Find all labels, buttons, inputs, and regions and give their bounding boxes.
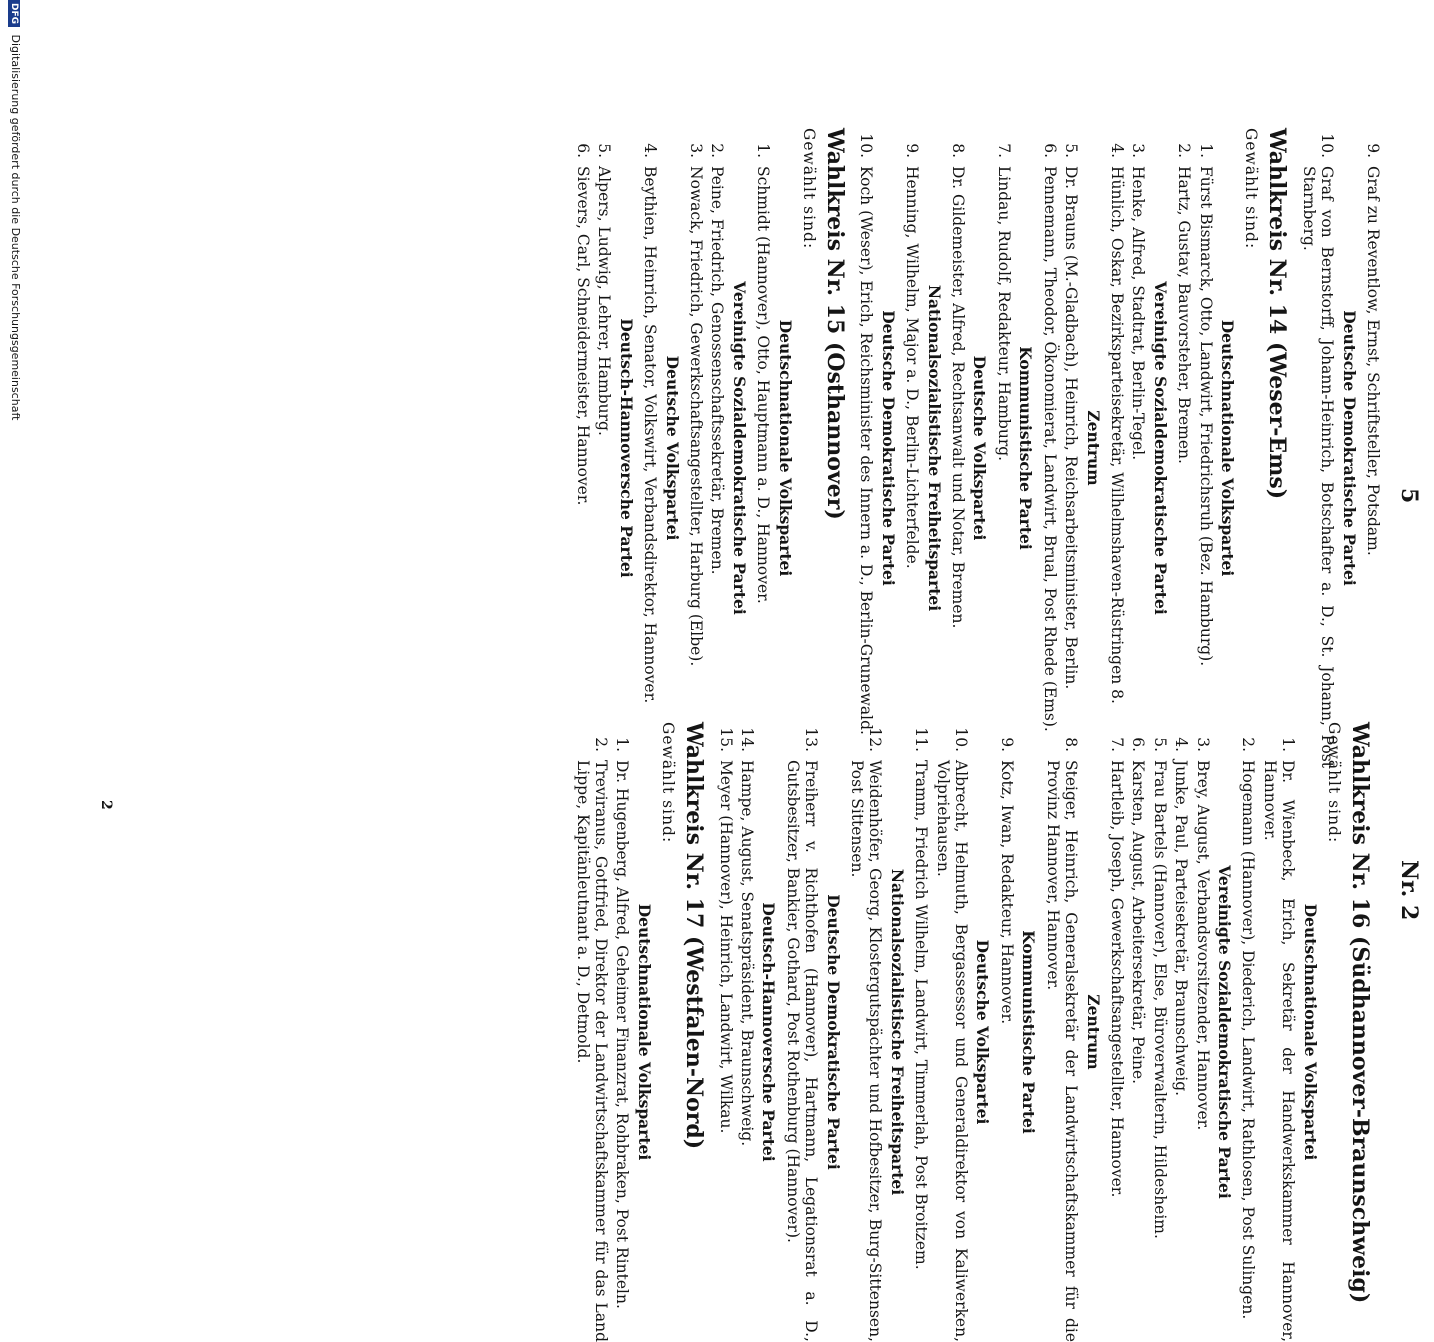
entry-text: Freiherr v. Richthofen (Hannover), Hartmann, Legationsrat a. D., Gutsbesitzer, Bankier, Gothard, Post Rothenburg (Hannover). <box>783 760 821 1342</box>
entry-number: 5. <box>595 143 614 158</box>
party-heading: Nationalsozialistische Freiheitspartei <box>887 868 907 1196</box>
candidate-entry <box>949 128 967 768</box>
entry-text: Steiger, Heinrich, Generalsekretär der Landwirtschaftskammer für die Provinz Hannover, Hannover. <box>1043 760 1081 1342</box>
party-heading: Deutschnationale Volkspartei <box>1300 903 1320 1161</box>
right-column <box>570 722 1382 1342</box>
wahlkreis-heading: Wahlkreis Nr. 16 (Südhannover-Braunschweig) <box>1347 722 1373 1304</box>
entry-text: Sievers, Carl, Schneidermeister, Hannover. <box>574 166 592 506</box>
entry-number: 1. <box>1196 143 1215 158</box>
candidate-entry <box>1062 128 1080 768</box>
party-heading: Zentrum <box>1083 994 1103 1070</box>
entry-number: 9. <box>903 143 922 158</box>
candidate-entry <box>641 128 659 768</box>
entry-text: Brey, August, Verbandsvorsitzender, Hannover. <box>1193 760 1212 1131</box>
candidate-entry <box>912 722 930 1342</box>
entry-number: 1. <box>754 143 773 158</box>
entry-number: 4. <box>1107 143 1126 158</box>
entry-number: 15. <box>716 727 735 752</box>
candidate-entry <box>573 722 610 1342</box>
entry-text: Dr. Gildemeister, Alfred, Rechtsanwalt und Notar, Bremen. <box>949 166 968 629</box>
party-heading: Nationalsozialistische Freiheitspartei <box>924 284 944 612</box>
entry-number: 9. <box>997 737 1016 752</box>
wahlkreis-heading: Wahlkreis Nr. 14 (Weser-Ems) <box>1264 128 1291 500</box>
left-column <box>571 128 1382 768</box>
entry-text: Henning, Wilhelm, Major a. D., Berlin-Lichterfelde. <box>903 166 922 569</box>
candidate-entry <box>1040 128 1058 768</box>
entry-number: 4. <box>1172 737 1191 752</box>
party-heading: Deutsch-Hannoversche Partei <box>616 318 636 578</box>
party-heading: Vereinigte Sozialdemokratische Partei <box>1150 281 1170 615</box>
entry-number: 7. <box>994 143 1013 158</box>
candidate-entry <box>998 722 1016 1342</box>
entry-number: 3. <box>1129 143 1148 158</box>
candidate-entry <box>754 128 772 768</box>
entry-text: Hartleib, Joseph, Gewerkschaftsangestellter, Hannover. <box>1107 760 1126 1198</box>
elected-label: Gewählt sind: <box>1242 128 1261 250</box>
entry-text: Weidenhöfer, Georg, Klostergutspächter und Hofbesitzer, Burg-Sittensen, Post Sittensen. <box>848 760 885 1342</box>
candidate-entry <box>1108 128 1126 768</box>
candidate-entry <box>1172 722 1190 1342</box>
entry-text: Hünlich, Oskar, Bezirksparteisekretär, Wilhelmshaven-Rüstringen 8. <box>1107 166 1126 704</box>
entry-text: Alpers, Ludwig, Lehrer, Hamburg. <box>595 166 614 436</box>
issue-number: Nr. 2 <box>1396 860 1422 921</box>
entry-number: 3. <box>687 143 706 158</box>
elected-label: Gewählt sind: <box>659 722 678 844</box>
entry-number: 6. <box>574 143 592 158</box>
entry-text: Hogemann (Hannover), Diederich, Landwirt, Rathlosen, Post Sulingen. <box>1239 760 1258 1320</box>
candidate-entry <box>1129 128 1147 768</box>
candidate-entry <box>1299 128 1336 768</box>
wahlkreis-heading: Wahlkreis Nr. 17 (Westfalen-Nord) <box>681 722 708 1150</box>
entry-number: 11. <box>912 727 931 752</box>
entry-number: 2. <box>1175 143 1194 158</box>
bottom-page-mark: 2 <box>98 800 114 810</box>
candidate-entry <box>687 128 705 768</box>
entry-text: Fürst Bismarck, Otto, Landwirt, Friedrichsruh (Bez. Hamburg). <box>1196 166 1215 667</box>
entry-number: 8. <box>949 143 968 158</box>
candidate-entry <box>903 128 921 768</box>
entry-text: Hampe, August, Senatspräsident, Braunschweig. <box>738 760 757 1147</box>
entry-text: Kotz, Iwan, Redakteur, Hannover. <box>997 760 1016 1025</box>
party-heading: Zentrum <box>1083 410 1103 486</box>
candidate-entry <box>933 722 970 1342</box>
candidate-entry <box>613 722 631 1342</box>
digitization-footer <box>8 0 22 1000</box>
candidate-entry <box>848 722 885 1342</box>
elected-label: Gewählt sind: <box>800 128 819 250</box>
entry-number: 2. <box>1239 737 1258 752</box>
party-heading: Kommunistische Partei <box>1016 346 1036 550</box>
party-heading: Vereinigte Sozialdemokratische Partei <box>729 281 749 615</box>
candidate-entry <box>738 722 756 1342</box>
entry-number: 9. <box>1364 143 1382 158</box>
candidate-entry <box>1108 722 1126 1342</box>
entry-number: 6. <box>1129 737 1148 752</box>
entry-number: 10. <box>1318 133 1337 158</box>
entry-number: 12. <box>866 727 885 752</box>
entry-number: 7. <box>1107 737 1126 752</box>
entry-number: 10. <box>952 727 971 752</box>
entry-number: 3. <box>1193 737 1212 752</box>
entry-number: 14. <box>738 727 757 752</box>
entry-text: Albrecht, Helmuth, Bergassessor und Generaldirektor von Kaliwerken, Volpriehausen. <box>933 760 971 1342</box>
candidate-entry <box>1239 722 1257 1342</box>
candidate-entry <box>1196 128 1214 768</box>
candidate-entry <box>708 128 726 768</box>
entry-number: 1. <box>613 737 632 752</box>
entry-text: Peine, Friedrich, Genossenschaftssekretär, Bremen. <box>708 166 727 575</box>
page-number: 5 <box>1396 488 1422 504</box>
entry-number: 2. <box>708 143 727 158</box>
party-heading: Deutschnationale Volkspartei <box>1217 319 1237 577</box>
entry-text: Graf zu Reventlow, Ernst, Schriftsteller, Potsdam. <box>1364 166 1382 556</box>
elected-label: Gewählt sind: <box>1325 722 1343 844</box>
candidate-entry <box>1260 722 1297 1342</box>
entry-text: Dr. Wienbeck, Erich, Sekretär der Handwerkskammer Hannover, Hannover. <box>1260 760 1298 1342</box>
party-heading: Deutsche Demokratische Partei <box>878 310 898 586</box>
entry-text: Beythien, Heinrich, Senator, Volkswirt, Verbandsdirektor, Hannover. <box>641 166 660 704</box>
entry-number: 10. <box>857 133 876 158</box>
entry-number: 13. <box>802 727 821 752</box>
entry-text: Pennemann, Theodor, Ökonomierat, Landwirt, Brual, Post Rhede (Ems). <box>1040 166 1059 732</box>
entry-number: 8. <box>1062 737 1081 752</box>
entry-text: Meyer (Hannover), Heinrich, Landwirt, Wilkau. <box>716 760 735 1134</box>
entry-text: Koch (Weser), Erich, Reichsminister des Innern a. D., Berlin-Grunewald. <box>857 166 876 735</box>
entry-number: 5. <box>1062 143 1081 158</box>
dfg-logo: DFG <box>8 0 20 27</box>
candidate-entry <box>1364 128 1382 768</box>
entry-text: Nowack, Friedrich, Gewerkschaftsangestellter, Harburg (Elbe). <box>687 166 706 667</box>
candidate-entry <box>595 128 613 768</box>
candidate-entry <box>1150 722 1168 1342</box>
entry-text: Schmidt (Hannover), Otto, Hauptmann a. D., Hannover. <box>754 166 773 604</box>
candidate-entry <box>1175 128 1193 768</box>
candidate-entry <box>783 722 820 1342</box>
candidate-entry <box>1043 722 1080 1342</box>
party-heading: Kommunistische Partei <box>1019 930 1039 1134</box>
party-heading: Deutschnationale Volkspartei <box>634 903 654 1161</box>
party-heading: Deutsche Demokratische Partei <box>823 894 843 1170</box>
party-heading: Vereinigte Sozialdemokratische Partei <box>1214 865 1234 1199</box>
candidate-entry <box>716 722 734 1342</box>
candidate-entry <box>857 128 875 768</box>
entry-text: Karsten, August, Arbeitersekretär, Peine. <box>1129 760 1148 1085</box>
party-heading: Deutsche Demokratische Partei <box>1339 310 1359 586</box>
entry-text: Dr. Hugenberg, Alfred, Geheimer Finanzrat, Rohbraken, Post Rinteln. <box>613 760 632 1309</box>
entry-text: Tramm, Friedrich Wilhelm, Landwirt, Timmerlah, Post Broitzem. <box>912 760 931 1270</box>
party-heading: Deutsche Volkspartei <box>973 939 993 1125</box>
entry-text: Junke, Paul, Parteisekretär, Braunschweig. <box>1172 760 1191 1097</box>
entry-text: Frau Bartels (Hannover), Else, Büroverwalterin, Hildesheim. <box>1150 760 1169 1239</box>
entry-number: 4. <box>641 143 660 158</box>
party-heading: Deutsche Volkspartei <box>662 355 682 541</box>
entry-text: Lindau, Rudolf, Redakteur, Hamburg. <box>994 166 1013 462</box>
entry-text: Dr. Brauns (M.-Gladbach), Heinrich, Reichsarbeitsminister, Berlin. <box>1062 166 1081 690</box>
entry-number: 1. <box>1279 737 1298 752</box>
party-heading: Deutsch-Hannoversche Partei <box>759 902 779 1162</box>
party-heading: Deutsche Volkspartei <box>970 355 990 541</box>
candidate-entry <box>995 128 1013 768</box>
entry-number: 2. <box>592 737 610 752</box>
party-heading: Deutschnationale Volkspartei <box>775 319 795 577</box>
entry-text: Hartz, Gustav, Bauvorsteher, Bremen. <box>1175 166 1194 464</box>
entry-text: Graf von Bernstorff, Johann-Heinrich, Botschafter a. D., St. Johann, Post Starnberg. <box>1299 166 1337 768</box>
entry-text: Treviranus, Gottfried, Direktor der Landwirtschaftskammer für das Land Lippe, Kapitänleutnant a. D., Detmold. <box>573 760 610 1342</box>
footer-text: Digitalisierung gefördert durch die Deutsche Forschungsgemeinschaft <box>9 34 22 421</box>
entry-number: 6. <box>1040 143 1059 158</box>
candidate-entry <box>1129 722 1147 1342</box>
entry-text: Henke, Alfred, Stadtrat, Berlin-Tegel. <box>1129 166 1148 461</box>
entry-number: 5. <box>1150 737 1169 752</box>
candidate-entry <box>1193 722 1211 1342</box>
wahlkreis-heading: Wahlkreis Nr. 15 (Osthannover) <box>822 128 849 520</box>
candidate-entry <box>574 128 592 768</box>
page-header <box>1382 0 1422 1000</box>
